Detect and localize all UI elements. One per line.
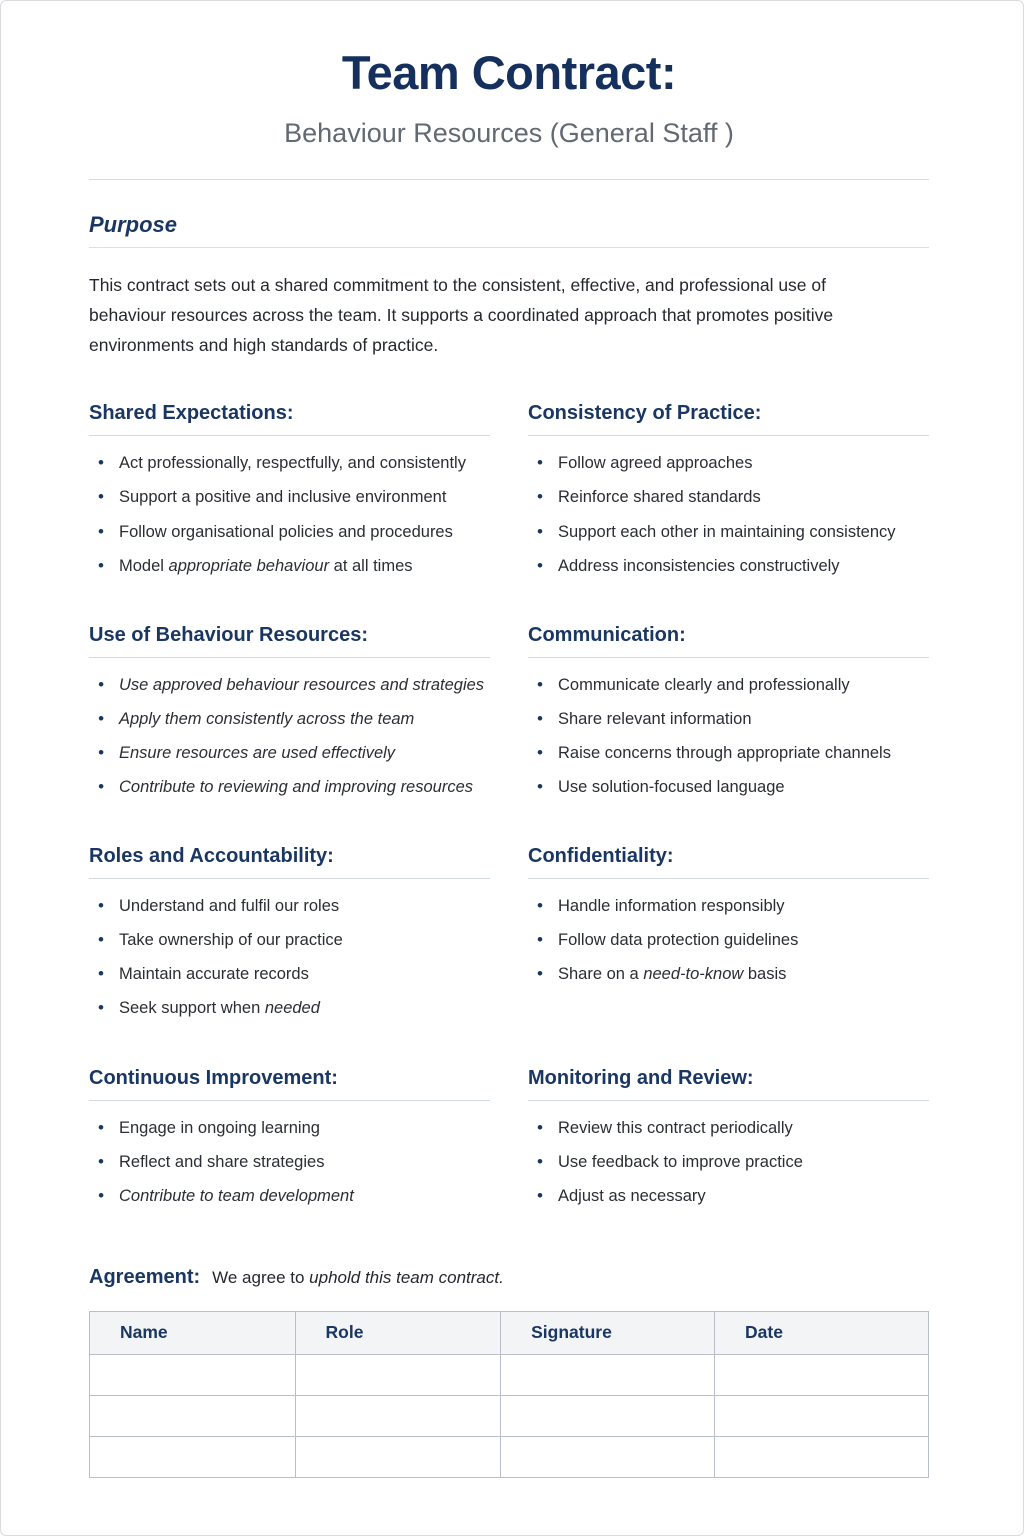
page-subtitle: Behaviour Resources (General Staff ): [284, 118, 734, 148]
list-item: • Support each other in maintaining consistency: [528, 522, 929, 543]
table-cell: [295, 1395, 501, 1436]
section-communication: [528, 624, 929, 811]
section-heading: Shared Expectations:: [89, 402, 490, 436]
list-item: • Model appropriate behaviour at all times: [89, 556, 490, 577]
bullet-list: [528, 896, 929, 985]
table-cell: [90, 1354, 296, 1395]
purpose-paragraph: This contract sets out a shared commitment to the consistent, effective, and professional use of behaviour resources across the team. It supports a coordinated approach that promotes positive environments and high standards of practice.: [89, 275, 834, 356]
list-item: • Apply them consistently across the team: [89, 709, 490, 730]
section-heading: Continuous Improvement:: [89, 1067, 490, 1101]
list-item: • Use approved behaviour resources and strategies: [89, 675, 490, 696]
list-item: • Engage in ongoing learning: [89, 1118, 490, 1139]
section-heading: Use of Behaviour Resources:: [89, 624, 490, 658]
bullet-list: [89, 675, 490, 798]
list-item: • Maintain accurate records: [89, 964, 490, 985]
list-item: • Adjust as necessary: [528, 1186, 929, 1207]
list-item: • Reflect and share strategies: [89, 1152, 490, 1173]
bullet-list: [528, 453, 929, 576]
contract-document: [1, 1, 1023, 1478]
bullet-list: [89, 1118, 490, 1207]
list-item: • Ensure resources are used effectively: [89, 743, 490, 764]
list-item: • Follow data protection guidelines: [528, 930, 929, 951]
section-roles-and-accountability: [89, 845, 490, 1032]
bullet-list: [89, 453, 490, 576]
table-row: [90, 1395, 929, 1436]
section-heading: Monitoring and Review:: [528, 1067, 929, 1101]
section-consistency-of-practice: [528, 402, 929, 589]
list-item: • Understand and fulfil our roles: [89, 896, 490, 917]
table-cell: [715, 1354, 929, 1395]
table-row: [90, 1354, 929, 1395]
table-cell: [501, 1395, 715, 1436]
title-divider: [89, 179, 929, 180]
column-header-name: Name: [90, 1311, 296, 1354]
section-heading: Roles and Accountability:: [89, 845, 490, 879]
list-item: • Support a positive and inclusive environment: [89, 487, 490, 508]
section-use-of-behaviour-resources: [89, 624, 490, 811]
list-item: • Use feedback to improve practice: [528, 1152, 929, 1173]
list-item: • Follow agreed approaches: [528, 453, 929, 474]
column-header-signature: Signature: [501, 1311, 715, 1354]
list-item: • Handle information responsibly: [528, 896, 929, 917]
list-item: • Communicate clearly and professionally: [528, 675, 929, 696]
list-item: • Take ownership of our practice: [89, 930, 490, 951]
section-heading: Communication:: [528, 624, 929, 658]
purpose-heading: Purpose: [89, 212, 929, 248]
list-item: • Review this contract periodically: [528, 1118, 929, 1139]
table-cell: [295, 1354, 501, 1395]
bullet-list: [89, 896, 490, 1019]
table-row: [90, 1436, 929, 1477]
section-confidentiality: [528, 845, 929, 998]
section-heading: Confidentiality:: [528, 845, 929, 879]
table-cell: [501, 1436, 715, 1477]
list-item: • Follow organisational policies and procedures: [89, 522, 490, 543]
page-title: Team Contract:: [341, 46, 677, 99]
agreement-line: [89, 1266, 929, 1289]
list-item: • Share relevant information: [528, 709, 929, 730]
list-item: • Raise concerns through appropriate channels: [528, 743, 929, 764]
table-cell: [715, 1395, 929, 1436]
list-item: • Contribute to team development: [89, 1186, 490, 1207]
column-header-role: Role: [295, 1311, 501, 1354]
table-header-row: [90, 1311, 929, 1354]
bullet-list: [528, 1118, 929, 1207]
section-monitoring-and-review: [528, 1067, 929, 1220]
table-cell: [90, 1395, 296, 1436]
agreement-label: Agreement:: [89, 1265, 201, 1288]
table-cell: [715, 1436, 929, 1477]
list-item: • Seek support when needed: [89, 998, 490, 1019]
column-header-date: Date: [715, 1311, 929, 1354]
section-heading: Consistency of Practice:: [528, 402, 929, 436]
list-item: • Contribute to reviewing and improving resources: [89, 777, 490, 798]
list-item: • Reinforce shared standards: [528, 487, 929, 508]
list-item: • Use solution-focused language: [528, 777, 929, 798]
sections-grid: [89, 402, 929, 1220]
signature-table: [89, 1311, 929, 1478]
table-cell: [90, 1436, 296, 1477]
list-item: • Act professionally, respectfully, and consistently: [89, 453, 490, 474]
agreement-text: We agree to uphold this team contract.: [212, 1267, 504, 1287]
list-item: • Share on a need-to-know basis: [528, 964, 929, 985]
list-item: • Address inconsistencies constructively: [528, 556, 929, 577]
table-cell: [501, 1354, 715, 1395]
bullet-list: [528, 675, 929, 798]
table-cell: [295, 1436, 501, 1477]
section-continuous-improvement: [89, 1067, 490, 1220]
section-shared-expectations: [89, 402, 490, 589]
